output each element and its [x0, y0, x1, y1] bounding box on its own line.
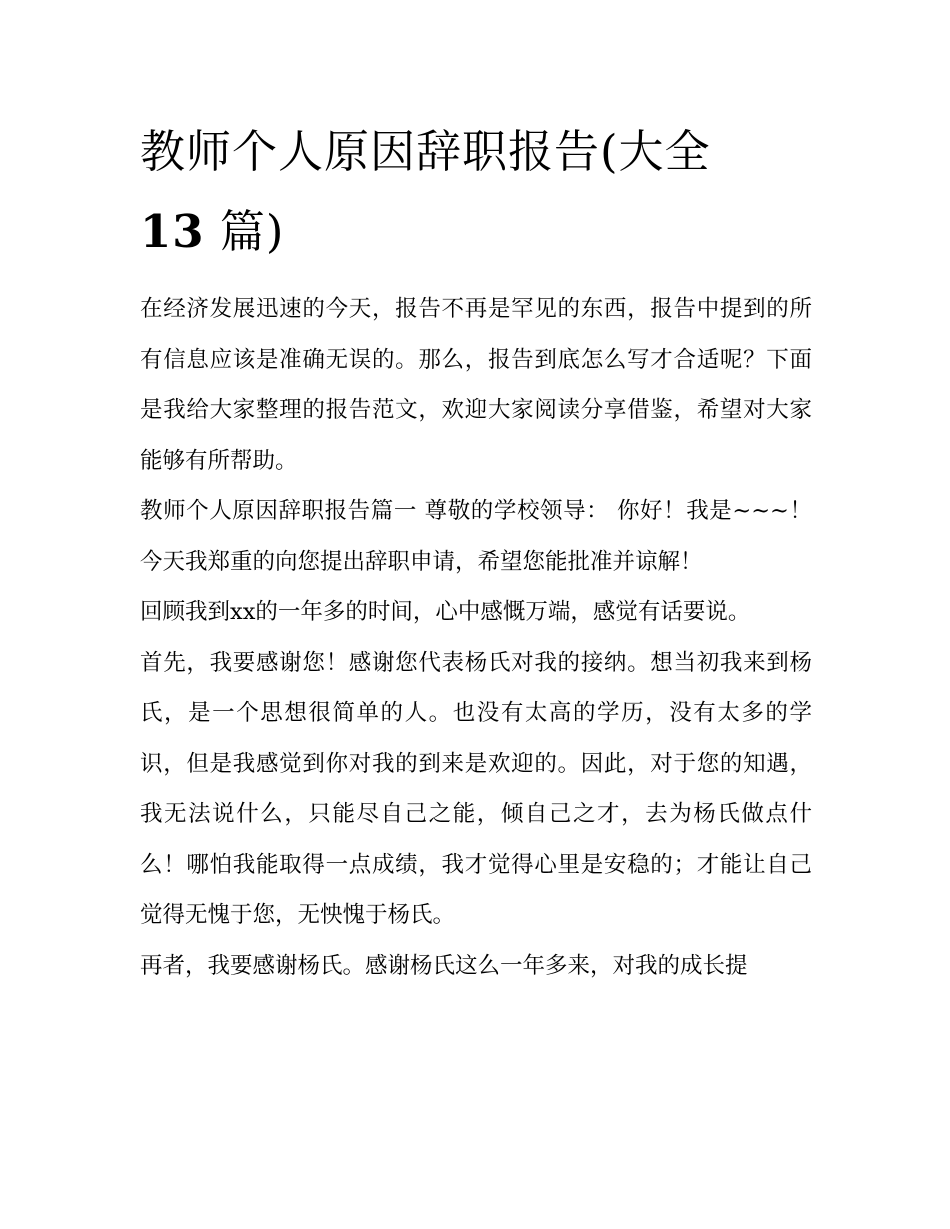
- body-paragraph: 再者，我要感谢杨氏。感谢杨氏这么一年多来，对我的成长提: [140, 952, 748, 979]
- body-paragraph: 教师个人原因辞职报告篇一 尊敬的学校领导： 你好！我是~~~！今天我郑重的向您提出辞职申请，希望您能批准并谅解！: [140, 498, 812, 575]
- document-title: 教师个人原因辞职报告(大全 13 篇): [140, 125, 711, 258]
- body-paragraph: 回顾我到xx的一年多的时间，心中感慨万端，感觉有话要说。: [140, 599, 751, 625]
- intro-paragraph: 在经济发展迅速的今天，报告不再是罕见的东西，报告中提到的所有信息应该是准确无误的。那么，报告到底怎么写才合适呢？下面是我给大家整理的报告范文，欢迎大家阅读分享借鉴，希望对大家能够有所帮助。: [140, 296, 812, 474]
- document-page: [140, 112, 812, 991]
- body-paragraph: 首先，我要感谢您！感谢您代表杨氏对我的接纳。想当初我来到杨氏，是一个思想很简单的人。也没有太高的学历，没有太多的学识，但是我感觉到你对我的到来是欢迎的。因此，对于您的知遇，我无法说什么，只能尽自己之能，倾自己之才，去为杨氏做点什么！哪怕我能取得一点成绩，我才觉得心里是安稳的；才能让自己觉得无愧于您，无怏愧于杨氏。: [140, 649, 812, 928]
